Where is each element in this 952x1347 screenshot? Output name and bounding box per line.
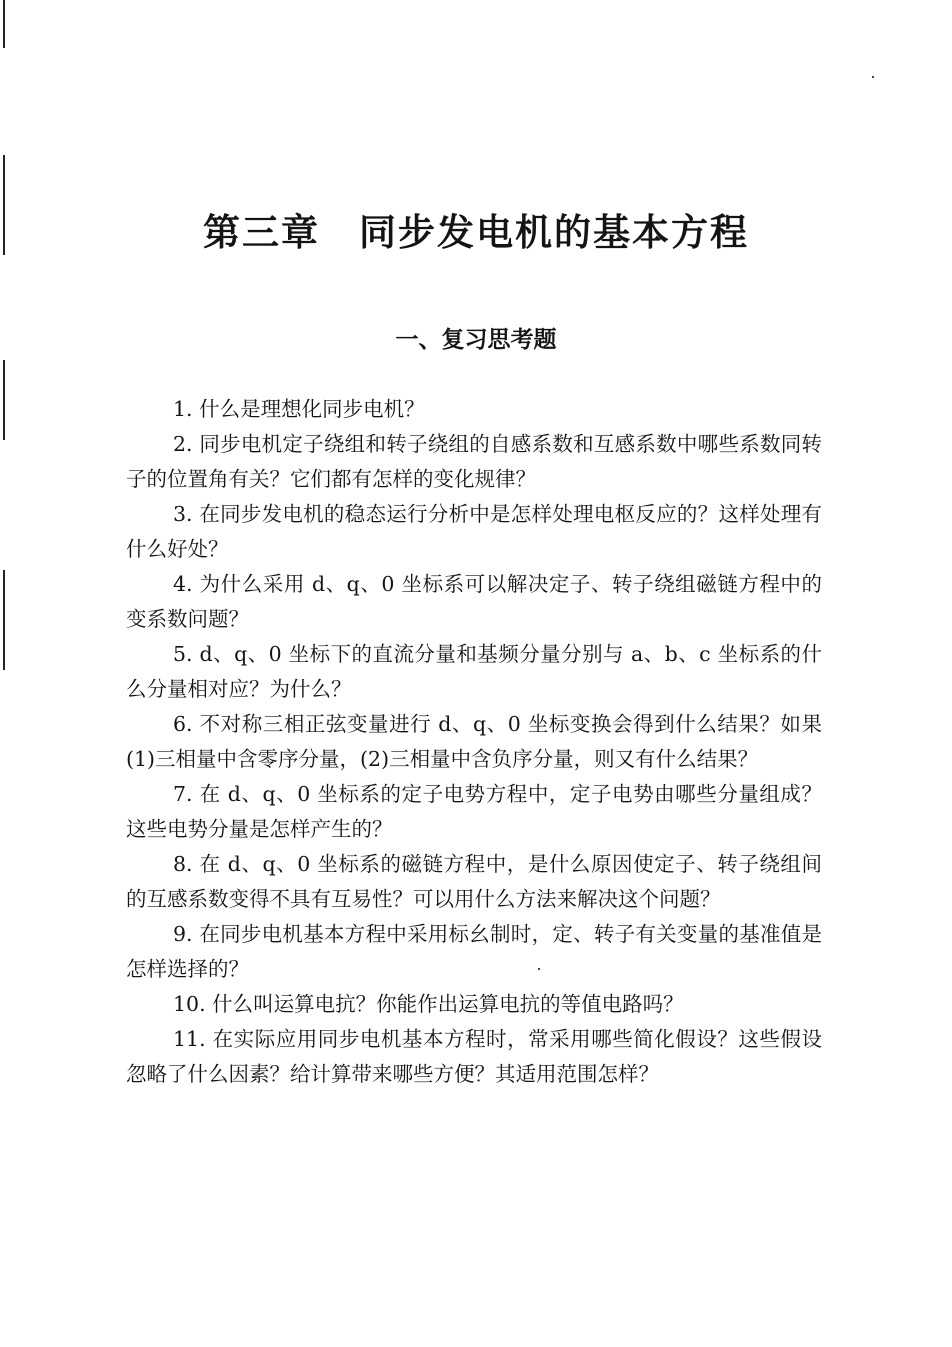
- question-item: 7. 在 d、q、0 坐标系的定子电势方程中，定子电势由哪些分量组成？这些电势分量是怎样产生的？: [126, 782, 822, 841]
- section-heading: 一、复习思考题: [395, 327, 557, 353]
- chapter-title: 第三章 同步发电机的基本方程: [203, 211, 749, 254]
- question-item: 11. 在实际应用同步电机基本方程时，常采用哪些简化假设？这些假设忽略了什么因素？给计算带来哪些方便？其适用范围怎样？: [126, 1027, 822, 1086]
- scan-margin-mark: [3, 570, 5, 670]
- question-item: 9. 在同步电机基本方程中采用标幺制时，定、转子有关变量的基准值是怎样选择的？: [126, 922, 822, 981]
- question-item: 4. 为什么采用 d、q、0 坐标系可以解决定子、转子绕组磁链方程中的变系数问题？: [126, 572, 822, 631]
- question-item: 5. d、q、0 坐标下的直流分量和基频分量分别与 a、b、c 坐标系的什么分量相对应？为什么？: [126, 642, 822, 701]
- question-item: 6. 不对称三相正弦变量进行 d、q、0 坐标变换会得到什么结果？如果(1)三相量中含零序分量，(2)三相量中含负序分量，则又有什么结果？: [126, 712, 822, 771]
- scan-margin-mark: [3, 360, 5, 440]
- question-item: 3. 在同步发电机的稳态运行分析中是怎样处理电枢反应的？这样处理有什么好处？: [126, 502, 822, 561]
- question-list: [126, 392, 822, 1092]
- question-item: 10. 什么叫运算电抗？你能作出运算电抗的等值电路吗？: [173, 992, 684, 1016]
- question-item: 2. 同步电机定子绕组和转子绕组的自感系数和互感系数中哪些系数同转子的位置角有关？它们都有怎样的变化规律？: [126, 432, 822, 491]
- scan-margin-mark: [3, 0, 5, 48]
- question-item: 1. 什么是理想化同步电机？: [173, 397, 425, 421]
- scan-speck: [872, 76, 874, 78]
- question-item: 8. 在 d、q、0 坐标系的磁链方程中，是什么原因使定子、转子绕组间的互感系数变得不具有互易性？可以用什么方法来解决这个问题？: [126, 852, 822, 911]
